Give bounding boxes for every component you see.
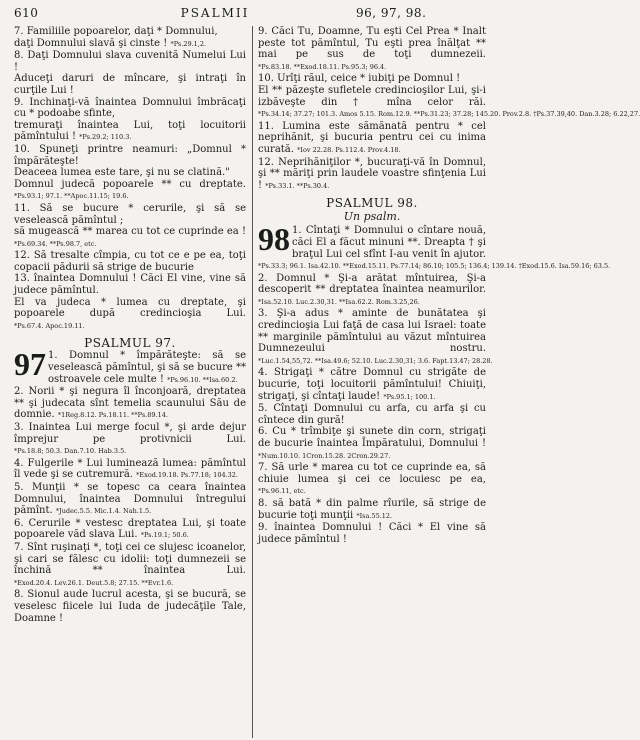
verse-text: 5. Cîntaţi Domnului cu arfa, cu arfa şi cu cîntece din gură! <box>258 403 486 426</box>
verse-text: 5. Munţii * se topesc ca ceara înaintea Domnului, înaintea Domnului întregului pămînt. <box>14 481 246 517</box>
cross-reference: *Ps.67.4. Apoc.19.11. <box>14 321 85 330</box>
page-number: 610 <box>14 6 39 20</box>
verse-text: 1. Domnul * împărăteşte: să se veselească pămîntul, şi să se bucure ** ostroavele cele multe ! <box>48 350 246 385</box>
cross-reference: *Ps.83.18. **Exod.18.11. Ps.95.3; 96.4. <box>258 62 387 71</box>
cross-reference: *Exod.20.4. Lev.26.1. Deut.5.8; 27.15. **Evr.1.6. <box>14 578 174 587</box>
cross-reference: *Isa.55.12. <box>356 511 393 520</box>
verse-text: să mugească ** marea cu tot ce cuprinde ea ! <box>14 226 246 238</box>
verse-text: 6. Cu * trîmbiţe şi sunete din corn, strigaţi de bucurie înaintea Împăratului, Domnului ! <box>258 426 486 449</box>
verse-text: 8. Daţi Domnului slava cuvenită Numelui Lui ! <box>14 50 246 73</box>
cross-reference: *Ps.33.1. **Ps.30.4. <box>265 181 330 190</box>
verse-text: 9. înaintea Domnului ! Căci * El vine să judece pămîntul ! <box>258 522 486 545</box>
psalm-heading: PSALMUL 97. <box>84 336 176 351</box>
verse-text: 11. Lumina este sămănată pentru * cel neprihănit, şi bucuria pentru cei cu inima curată. <box>258 120 486 155</box>
cross-reference: *Ps.19.1; 50.6. <box>140 531 189 540</box>
cross-reference: *Ps.18.8; 50.3. Dan.7.10. Hab.3.5. <box>14 447 127 456</box>
verse-text: 8. să bată * din palme rîurile, să strige de bucurie toţi munţii <box>258 497 486 521</box>
verse <box>258 462 486 498</box>
verse-text: 7. Sînt ruşinaţi *, toţi cei ce slujesc icoanelor, şi cari se fălesc cu idolii: toţi dumnezeii se închină ** înaintea Lui. <box>14 541 246 577</box>
psalm-number-drop-cap: 98 <box>258 221 290 258</box>
verse <box>14 386 246 422</box>
verse-text: daţi Domnului slavă şi cinste ! <box>14 37 168 49</box>
verse <box>14 97 246 120</box>
verse-text: 9. Căci Tu, Doamne, Tu eşti Cel Prea * Inalt peste tot pămîntul, Tu eşti prea înălţat ** mai pe sus de toţi dumnezeii. <box>258 26 486 61</box>
verse <box>258 273 486 309</box>
verse-text: 2. Norii * şi negura îl înconjoară, dreptatea ** şi judecata sînt temelia scaunului Său de domnie. <box>14 386 246 421</box>
verse-text: Domnul judecă popoarele ** cu dreptate. <box>14 178 246 190</box>
verse <box>258 121 486 157</box>
cross-reference: *Ps.95.1; 100.1. <box>383 392 436 401</box>
verse-text: 12. Neprihăniţilor *, bucuraţi-vă în Domnul, şi ** măriţi prin laudele voastre sfinţenia Lui ! <box>258 156 486 191</box>
cross-reference: *Ps.96.11, etc. <box>258 487 306 496</box>
text-columns <box>14 26 640 738</box>
verse <box>258 84 640 121</box>
psalm-number-drop-cap: 97 <box>14 346 46 383</box>
cross-reference: *Iov 22.28. Ps.112.4. Prov.4.18. <box>297 145 401 154</box>
cross-reference: *Ps.69.34. **Ps.98.7, etc. <box>14 239 97 248</box>
chapter-range: 96, 97, 98. <box>356 6 427 20</box>
verse <box>258 403 486 426</box>
verse <box>258 26 486 73</box>
verse <box>14 38 246 51</box>
verse-text: Aduceţi daruri de mîncare, şi intraţi în curţile Lui ! <box>14 73 246 96</box>
verse-text: 3. Şi-a adus * aminte de bunătatea şi credincioşia Lui faţă de casa lui Israel: toate ** marginile pămîntului au văzut mîntuirea Dumnezeului nostru. <box>258 308 486 355</box>
verse-text: 11. Să se bucure * cerurile, şi să se veselească pămîntul ; <box>14 202 246 226</box>
verse <box>14 482 246 518</box>
verse-text: 2. Domnul * Şi-a arătat mîntuirea, Şi-a descoperit ** dreptatea înaintea neamurilor. <box>258 272 486 296</box>
verse <box>14 203 246 226</box>
cross-reference: *Luc.1.54,55,72. **Isa.49.6; 52.10. Luc.2.30,31; 3.6. Fapt.13.47; 28.28. <box>258 356 493 365</box>
verse <box>258 308 493 367</box>
cross-reference: *Ps.29.1,2. <box>170 39 207 48</box>
cross-reference: *Ps.93.1; 97.1. **Apoc.11.15; 19.6. <box>14 192 129 201</box>
verse <box>258 522 486 545</box>
cross-reference: *1Reg.8.12. Ps.18.11. **Ps.89.14. <box>57 411 168 420</box>
page-header <box>14 6 486 26</box>
verse-text: El va judeca * lumea cu dreptate, şi popoarele după credincioşia Lui. <box>14 296 246 320</box>
verse <box>14 297 246 333</box>
verse <box>14 120 246 144</box>
verse <box>258 157 486 193</box>
verse <box>14 167 246 179</box>
verse <box>258 73 486 85</box>
verse <box>14 250 246 273</box>
verse <box>14 226 246 250</box>
cross-reference: *Ps.96.10. **Isa.60.2. <box>167 375 238 384</box>
verse <box>14 179 246 203</box>
cross-reference: *Judec.5.5. Mic.1.4. Nah.1.5. <box>55 507 152 516</box>
verse <box>14 518 246 542</box>
verse-text: 8. Sionul aude lucrul acesta, şi se bucură, se veselesc fiicele lui Iuda de judecăţile Tale, Doamne ! <box>14 589 246 624</box>
verse-text: tremuraţi înaintea Lui, toţi locuitorii pămîntului ! <box>14 119 246 143</box>
verse <box>14 144 246 167</box>
cross-reference: *Ps.33.3; 96.1. Isa.42.10. **Exod.15.11. Ps.77.14; 86.10; 105.5; 136.4; 139.14. †Exod.15.6. Isa.59.16; 63.5. <box>258 262 611 271</box>
psalm-heading: PSALMUL 98. <box>326 196 418 211</box>
verse <box>258 367 486 403</box>
verse-text: 1. Cîntaţi * Domnului o cîntare nouă, căci El a făcut minuni **. Dreapta † şi braţul Lui cel sfînt I-au venit în ajutor. <box>292 225 486 260</box>
verse <box>14 73 246 96</box>
verse-text: Deaceea lumea este tare, şi nu se clatină." <box>14 167 230 179</box>
verse-text: 13. înaintea Domnului ! Căci El vine, vine să judece pămîntul. <box>14 273 246 297</box>
verse-text: 7. Familiile popoarelor, daţi * Domnului, <box>14 26 218 37</box>
verse-text: 4. Fulgerile * Lui luminează lumea: pămîntul îl vede şi se cutremură. <box>14 457 246 481</box>
verse-text: 9. Inchinaţi-vă înaintea Domnului îmbrăcaţi cu * podoabe sfinte, <box>14 96 246 120</box>
column-rule <box>252 26 253 738</box>
verse <box>258 426 486 462</box>
verse <box>14 50 246 73</box>
verse <box>14 346 246 386</box>
verse <box>14 422 246 458</box>
verse <box>258 498 486 522</box>
verse <box>14 589 246 624</box>
verse-text: El ** păzeşte sufletele credincioşilor Lui, şi-i izbăveşte din † mîna celor răi. <box>258 84 486 108</box>
cross-reference: *Ps.34.14; 37.27; 101.3. Amos 5.15. Rom.12.9. **Ps.31.23; 37.28; 145.20. Prov.2.8. †Ps.37.39,40. Dan.3.28; 6.22,27. <box>258 110 640 119</box>
verse-text: 7. Să urle * marea cu tot ce cuprinde ea, să chiuie lumea şi cei ce locuiesc pe ea, <box>258 462 486 485</box>
verse-text: 6. Cerurile * vestesc dreptatea Lui, şi toate popoarele văd slava Lui. <box>14 517 246 541</box>
right-column <box>250 26 640 738</box>
cross-reference: *Exod.19.18. Ps.77.18; 104.32. <box>136 471 238 480</box>
verse-text: 12. Să tresalte cîmpia, cu tot ce e pe ea, toţi copacii pădurii să strige de bucurie <box>14 250 246 273</box>
verse <box>14 458 246 482</box>
verse <box>14 542 246 589</box>
verse-text: 3. Inaintea Lui merge focul *, şi arde dejur împrejur pe protivnicii Lui. <box>14 422 246 445</box>
psalm-subtitle: Un psalm. <box>343 210 401 224</box>
cross-reference: *Num.10.10. 1Cron.15.28. 2Cron.29.27. <box>258 451 391 460</box>
cross-reference: *Isa.52.10. Luc.2.30,31. **Isa.62.2. Rom.3.25,26. <box>258 297 420 306</box>
running-title: PSALMII <box>180 6 250 20</box>
verse-text: 4. Strigaţi * către Domnul cu strigăte de bucurie, toţi locuitorii pămîntului! Chiuiţi, strigaţi, şi cîntaţi laude! <box>258 367 486 402</box>
cross-reference: *Ps.29.2; 110.3. <box>79 133 132 142</box>
verse <box>258 221 611 272</box>
verse <box>14 26 246 38</box>
verse-text: 10. Spuneţi printre neamuri: „Domnul * împărăteşte! <box>14 143 246 167</box>
verse <box>14 273 246 296</box>
left-column <box>14 26 250 738</box>
verse-text: 10. Urîţi răul, ceice * iubiţi pe Domnul ! <box>258 73 461 85</box>
